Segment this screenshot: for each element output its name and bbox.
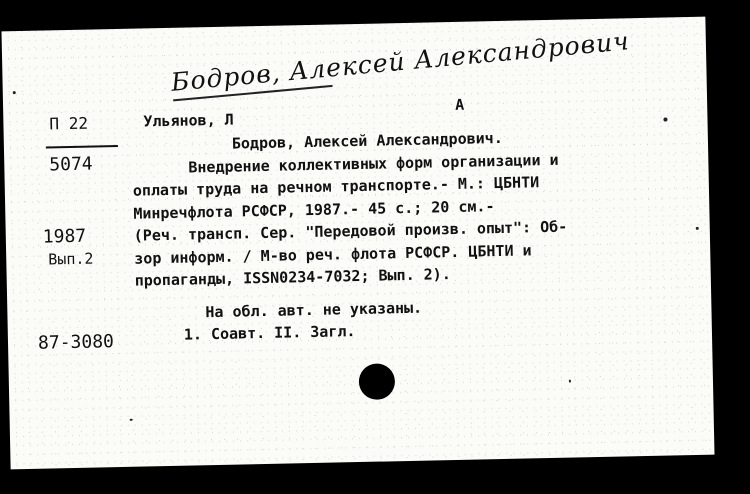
tracing: 1. Соавт. II. Загл. <box>183 322 356 344</box>
inventory-number: 5074 <box>49 153 93 176</box>
bibliographic-description <box>132 123 683 292</box>
handwritten-heading: Бодров, Алексей Александрович <box>169 26 631 97</box>
letter-mark: А <box>454 95 465 114</box>
body-line: (Реч. трансп. Сер. "Передовой произв. опыт": Об- <box>133 217 568 245</box>
body-line: Внедрение коллективных форм организации и <box>188 150 559 177</box>
issue: Вып.2 <box>48 249 94 269</box>
body-line: зор информ. / М-во реч. флота РСФСР. ЦБНТИ и <box>134 240 532 268</box>
accession-number: 87-3080 <box>37 331 115 354</box>
note: На обл. авт. не указаны. <box>205 298 423 322</box>
body-line: оплаты труда на речном транспорте.- М.: ЦБНТИ <box>132 173 540 200</box>
author-line: Ульянов, Л <box>143 110 234 131</box>
speck <box>130 419 133 421</box>
catalog-card <box>1 17 714 470</box>
body-line: пропаганды, ISSN0234-7032; Вып. 2). <box>134 265 451 290</box>
speck <box>569 380 571 383</box>
body-line: Минречфлота РСФСР, 1987.- 45 с.; 20 см.- <box>133 196 495 223</box>
year: 1987 <box>42 225 87 248</box>
body-line: Бодров, Алексей Александрович. <box>231 128 503 153</box>
speck <box>663 117 667 121</box>
speck <box>13 91 16 94</box>
shelf-mark: П 22 <box>49 113 89 134</box>
speck <box>696 227 699 230</box>
punch-hole <box>359 363 396 400</box>
shelf-divider <box>46 145 118 149</box>
